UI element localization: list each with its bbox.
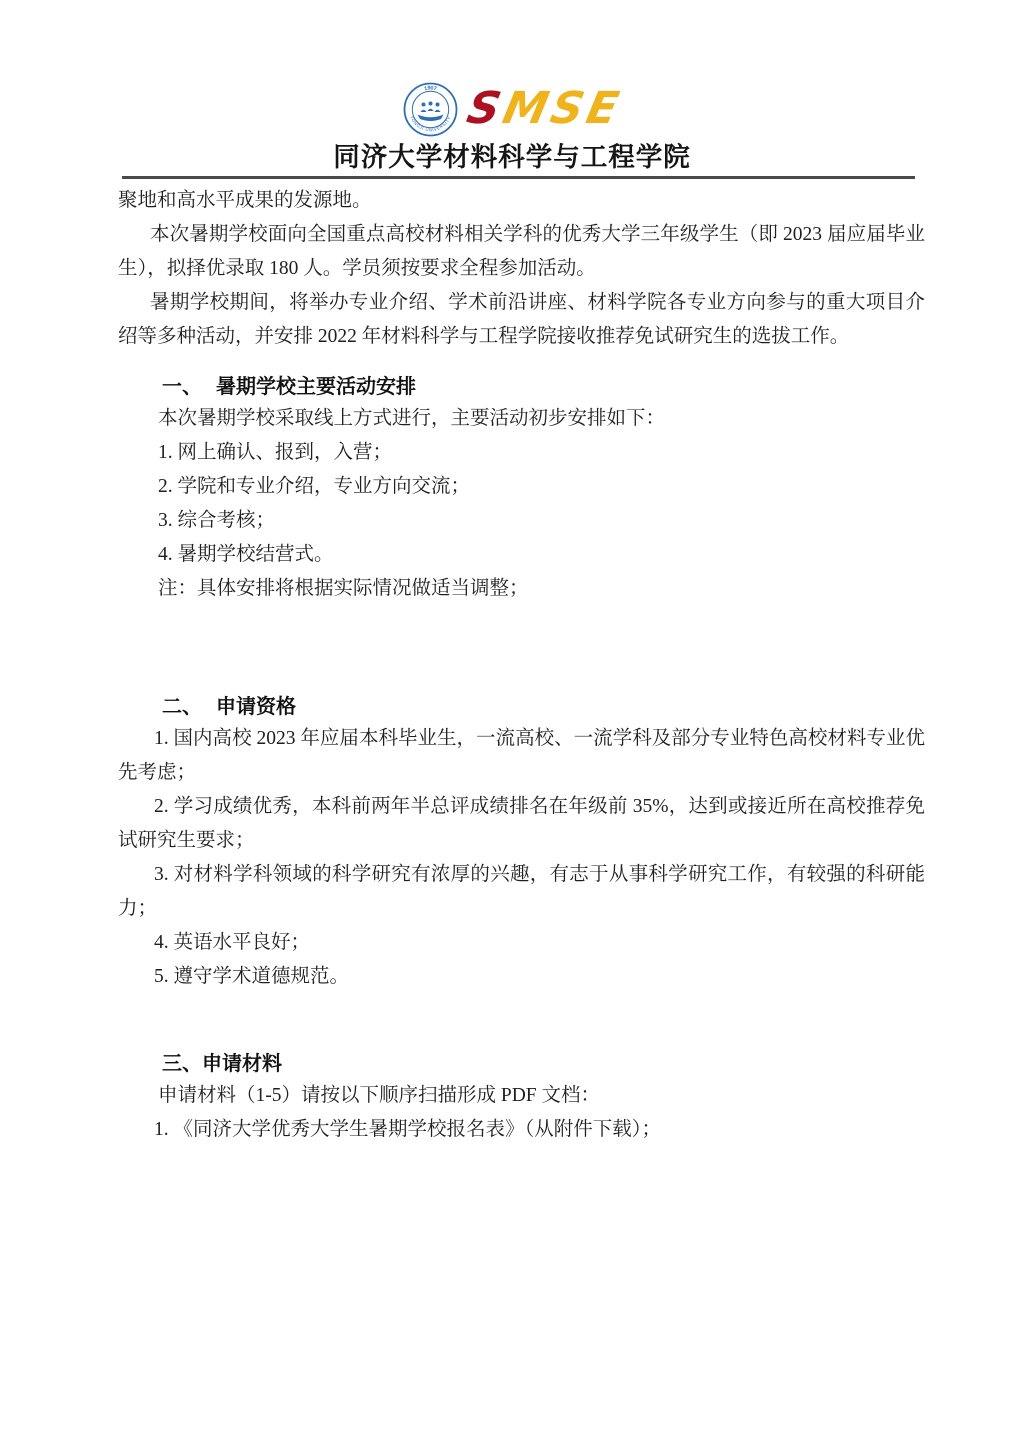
list-item: 3. 综合考核； (158, 510, 276, 531)
paragraph-recruitment: 本次暑期学校面向全国重点高校材料相关学科的优秀大学三年级学生（即 2023 届应届毕业生），拟择优录取 180 人。学员须按要求全程参加活动。 (118, 224, 925, 279)
list-item: 3. 对材料学科领域的科学研究有浓厚的兴趣，有志于从事科学研究工作，有较强的科研能力； (118, 864, 925, 919)
school-logo (0, 80, 1024, 138)
seal-ring-text: TONGJI UNIVERSITY (408, 114, 452, 132)
smse-letters-mse: MSE (498, 83, 627, 134)
list-item: 2. 学院和专业介绍，专业方向交流； (158, 476, 471, 497)
section2-title: 申请资格 (216, 696, 296, 718)
seal-boat-emblem (417, 101, 443, 121)
document-body (0, 179, 1024, 1147)
section3-number: 三、 (162, 1053, 202, 1075)
list-item: 4. 英语水平良好； (154, 932, 311, 953)
document-header (0, 0, 1024, 179)
list-item: 1. 《同济大学优秀大学生暑期学校报名表》（从附件下载）； (154, 1119, 662, 1140)
section3-intro: 申请材料（1-5）请按以下顺序扫描形成 PDF 文档： (158, 1085, 601, 1106)
carryover-line: 聚地和高水平成果的发源地。 (118, 190, 372, 211)
section1-number: 一、 (162, 376, 202, 398)
list-item: 2. 学习成绩优秀，本科前两年半总评成绩排名在年级前 35%，达到或接近所在高校推荐免试研究生要求； (118, 796, 925, 851)
seal-year: 1907 (423, 84, 438, 92)
section1-heading (118, 372, 925, 402)
list-item: 1. 国内高校 2023 年应届本科毕业生，一流高校、一流学科及部分专业特色高校材料专业优先考虑； (118, 728, 925, 783)
section2-number: 二、 (162, 696, 202, 718)
list-item: 1. 网上确认、报到，入营； (158, 442, 393, 463)
smse-wordmark (462, 83, 627, 134)
paragraph-activities: 暑期学校期间，将举办专业介绍、学术前沿讲座、材料学院各专业方向参与的重大项目介绍等多种活动，并安排 2022 年材料科学与工程学院接收推荐免试研究生的选拔工作。 (118, 292, 925, 347)
section3-heading (118, 1049, 925, 1079)
section1-title: 暑期学校主要活动安排 (216, 376, 416, 398)
section1-note: 注：具体安排将根据实际情况做适当调整； (158, 578, 529, 599)
smse-letter-s: S (462, 83, 510, 134)
list-item: 5. 遵守学术道德规范。 (154, 966, 350, 987)
school-title: 同济大学材料科学与工程学院 (333, 142, 691, 172)
section2-heading (118, 692, 925, 722)
section1-intro: 本次暑期学校采取线上方式进行，主要活动初步安排如下： (158, 408, 666, 429)
tongji-seal-icon (403, 82, 458, 137)
section3-title: 申请材料 (202, 1053, 282, 1075)
svg-text:1907 (424, 85, 437, 92)
list-item: 4. 暑期学校结营式。 (158, 544, 334, 565)
